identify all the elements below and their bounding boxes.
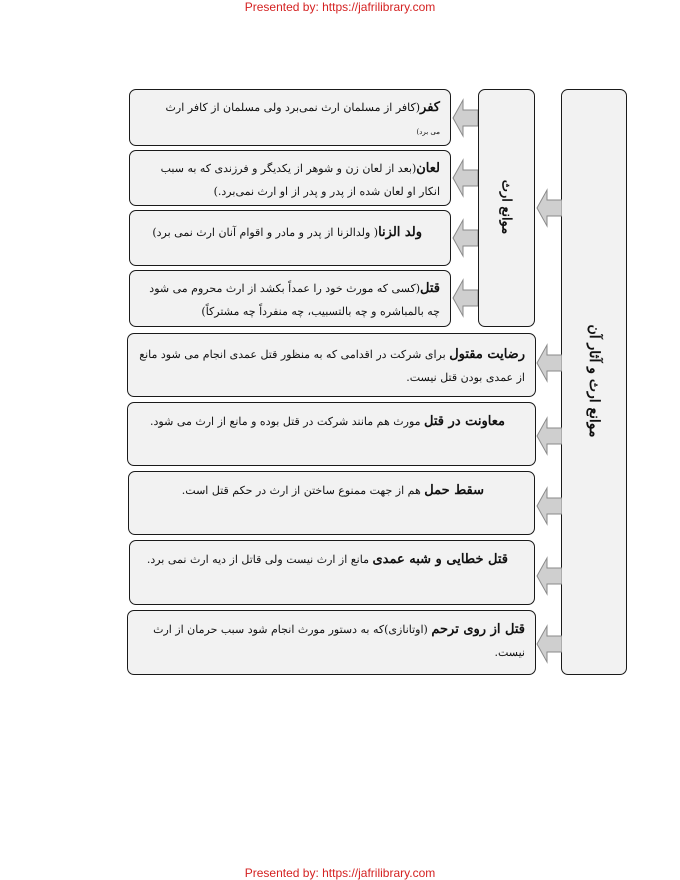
item-title: قتل <box>420 281 440 296</box>
item-text: ( ولدالزنا از پدر و مادر و اقوام آنان ارث نمی برد) <box>152 226 379 239</box>
arrow-left-icon <box>536 343 562 383</box>
item-text: مورث هم مانند شرکت در قتل بوده و مانع از ارث می شود. <box>150 415 425 428</box>
item-text: برای شرکت در اقدامی که به منظور قتل عمدی انجام می شود مانع <box>139 348 450 361</box>
item-text-2: انکار او لعان شده از پدر و پدر از او ارث نمی‌برد.) <box>213 185 440 198</box>
item-title: سقط حمل <box>424 483 484 498</box>
group-title: موانع ارث <box>498 179 514 235</box>
arrow-left-icon <box>452 278 478 318</box>
root-title: موانع ارث و آثار آن <box>586 324 602 438</box>
item-title: رضایت مقتول <box>449 347 525 362</box>
footer-url[interactable]: Presented by: https://jafrilibrary.com <box>244 866 436 880</box>
item-title: لعان <box>416 161 440 176</box>
item-moavenat <box>127 402 536 466</box>
item-text-2: چه بالمباشره و چه بالتسبیب، چه منفرداً چه مشترکاً) <box>201 305 440 318</box>
arrow-left-icon <box>536 188 562 228</box>
arrow-left-icon <box>536 416 562 456</box>
item-ghatl-tarahom <box>127 610 536 675</box>
item-text: مانع از ارث نیست ولی قاتل از دیه ارث نمی برد. <box>146 553 373 566</box>
item-text: (اوتانازی)که به دستور مورث انجام شود سبب حرمان از ارث <box>153 623 432 636</box>
item-lean <box>129 150 451 206</box>
item-text: (کسی که مورث خود را عمداً بکشد از ارث محروم می شود <box>149 282 421 295</box>
item-text: (کافر از مسلمان ارث نمی‌برد ولی مسلمان از کافر ارث <box>165 101 421 114</box>
arrow-left-icon <box>452 218 478 258</box>
arrow-left-icon <box>536 486 562 526</box>
arrow-left-icon <box>452 98 478 138</box>
item-title: قتل از روی ترحم <box>431 622 525 637</box>
item-title: معاونت در قتل <box>424 414 505 429</box>
item-text: (بعد از لعان زن و شوهر از یکدیگر و فرزندی که به سبب <box>160 162 417 175</box>
item-valad-zina <box>129 210 451 266</box>
item-text-2: نیست. <box>494 646 525 659</box>
item-text-2: از عمدی بودن قتل نیست. <box>406 371 525 384</box>
arrow-left-icon <box>452 158 478 198</box>
item-ghatl-khataei <box>129 540 535 605</box>
header-url[interactable]: Presented by: https://jafrilibrary.com <box>244 0 436 14</box>
item-title: ولد الزنا <box>378 225 422 240</box>
item-rezayat-maghtool <box>127 333 536 397</box>
item-text-2: می برد) <box>416 128 440 136</box>
item-ghatl <box>129 270 451 327</box>
item-kofr <box>129 89 451 146</box>
arrow-left-icon <box>536 556 562 596</box>
item-saght-haml <box>128 471 535 535</box>
item-text: هم از جهت ممنوع ساختن از ارث در حکم قتل است. <box>181 484 425 497</box>
arrow-left-icon <box>536 624 562 664</box>
item-title: قتل خطایی و شبه عمدی <box>372 552 508 567</box>
item-title: کفر <box>420 100 440 115</box>
